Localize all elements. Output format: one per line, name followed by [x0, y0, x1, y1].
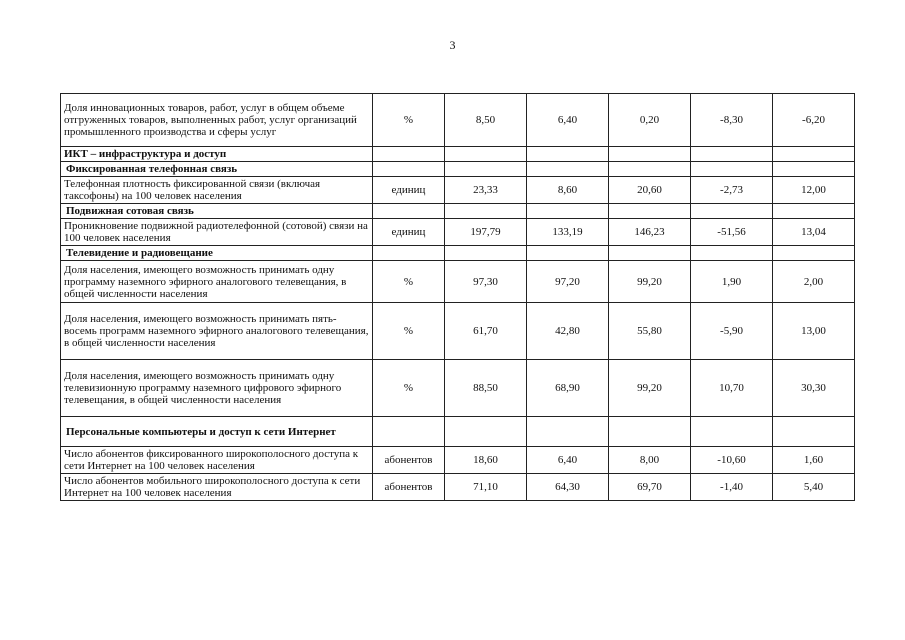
indicators-table [60, 93, 855, 501]
section-row [61, 417, 855, 447]
value-cell: 13,00 [773, 303, 855, 360]
indicator-cell: Число абонентов фиксированного широкополосного доступа к сети Интернет на 100 человек населения [61, 447, 373, 474]
value-cell: 55,80 [609, 303, 691, 360]
empty-cell [691, 246, 773, 261]
value-cell: 8,00 [609, 447, 691, 474]
empty-cell [373, 246, 445, 261]
unit-cell: единиц [373, 177, 445, 204]
empty-cell [527, 417, 609, 447]
unit-cell: % [373, 303, 445, 360]
empty-cell [773, 246, 855, 261]
table-row [61, 303, 855, 360]
indicator-cell: Проникновение подвижной радиотелефонной (сотовой) связи на 100 человек населения [61, 219, 373, 246]
empty-cell [691, 162, 773, 177]
value-cell: -51,56 [691, 219, 773, 246]
indicator-cell: Число абонентов мобильного широкополосного доступа к сети Интернет на 100 человек населения [61, 474, 373, 501]
value-cell: 6,40 [527, 447, 609, 474]
unit-cell: единиц [373, 219, 445, 246]
value-cell: 99,20 [609, 360, 691, 417]
value-cell: -6,20 [773, 94, 855, 147]
indicator-cell: Доля населения, имеющего возможность принимать пять-восемь программ наземного эфирного аналогового телевещания, в общей численности населения [61, 303, 373, 360]
value-cell: 1,90 [691, 261, 773, 303]
indicator-cell: Доля населения, имеющего возможность принимать одну телевизионную программу наземного цифрового эфирного телевещания, в общей численности населения [61, 360, 373, 417]
empty-cell [445, 204, 527, 219]
empty-cell [773, 162, 855, 177]
section-title: Фиксированная телефонная связь [61, 162, 373, 177]
empty-cell [445, 147, 527, 162]
value-cell: 97,20 [527, 261, 609, 303]
value-cell: 146,23 [609, 219, 691, 246]
empty-cell [691, 417, 773, 447]
value-cell: 42,80 [527, 303, 609, 360]
value-cell: -8,30 [691, 94, 773, 147]
section-row [61, 246, 855, 261]
section-title: ИКТ – инфраструктура и доступ [61, 147, 373, 162]
value-cell: 12,00 [773, 177, 855, 204]
table-row [61, 94, 855, 147]
table-body [61, 94, 855, 501]
table-row [61, 177, 855, 204]
empty-cell [609, 162, 691, 177]
value-cell: 20,60 [609, 177, 691, 204]
unit-cell: абонентов [373, 474, 445, 501]
empty-cell [527, 246, 609, 261]
value-cell: 97,30 [445, 261, 527, 303]
unit-cell: % [373, 261, 445, 303]
unit-cell: % [373, 94, 445, 147]
empty-cell [445, 162, 527, 177]
value-cell: -5,90 [691, 303, 773, 360]
table-row [61, 261, 855, 303]
value-cell: 68,90 [527, 360, 609, 417]
indicator-cell: Доля населения, имеющего возможность принимать одну программу наземного эфирного аналогового телевещания, в общей численности населения [61, 261, 373, 303]
table-row [61, 474, 855, 501]
empty-cell [373, 147, 445, 162]
value-cell: 69,70 [609, 474, 691, 501]
value-cell: 5,40 [773, 474, 855, 501]
value-cell: 10,70 [691, 360, 773, 417]
value-cell: 64,30 [527, 474, 609, 501]
empty-cell [609, 204, 691, 219]
empty-cell [609, 417, 691, 447]
unit-cell: % [373, 360, 445, 417]
value-cell: 88,50 [445, 360, 527, 417]
empty-cell [609, 147, 691, 162]
value-cell: 0,20 [609, 94, 691, 147]
value-cell: 23,33 [445, 177, 527, 204]
empty-cell [691, 147, 773, 162]
value-cell: -1,40 [691, 474, 773, 501]
empty-cell [773, 147, 855, 162]
empty-cell [373, 162, 445, 177]
empty-cell [773, 417, 855, 447]
section-row [61, 162, 855, 177]
value-cell: 8,50 [445, 94, 527, 147]
empty-cell [445, 246, 527, 261]
value-cell: 30,30 [773, 360, 855, 417]
value-cell: -2,73 [691, 177, 773, 204]
value-cell: 18,60 [445, 447, 527, 474]
empty-cell [373, 204, 445, 219]
section-title: Подвижная сотовая связь [61, 204, 373, 219]
table-row [61, 447, 855, 474]
empty-cell [373, 417, 445, 447]
empty-cell [445, 417, 527, 447]
empty-cell [609, 246, 691, 261]
indicator-cell: Доля инновационных товаров, работ, услуг в общем объеме отгруженных товаров, выполненных работ, услуг организаций промышленного производства и сферы услуг [61, 94, 373, 147]
empty-cell [691, 204, 773, 219]
empty-cell [527, 204, 609, 219]
value-cell: -10,60 [691, 447, 773, 474]
page-number: 3 [449, 38, 456, 52]
value-cell: 133,19 [527, 219, 609, 246]
empty-cell [527, 162, 609, 177]
value-cell: 99,20 [609, 261, 691, 303]
empty-cell [527, 147, 609, 162]
empty-cell [773, 204, 855, 219]
value-cell: 6,40 [527, 94, 609, 147]
table-row [61, 360, 855, 417]
table-row [61, 219, 855, 246]
indicator-cell: Телефонная плотность фиксированной связи (включая таксофоны) на 100 человек населения [61, 177, 373, 204]
value-cell: 1,60 [773, 447, 855, 474]
section-row [61, 204, 855, 219]
section-row [61, 147, 855, 162]
section-title: Телевидение и радиовещание [61, 246, 373, 261]
section-title: Персональные компьютеры и доступ к сети Интернет [61, 417, 373, 447]
unit-cell: абонентов [373, 447, 445, 474]
value-cell: 2,00 [773, 261, 855, 303]
value-cell: 71,10 [445, 474, 527, 501]
value-cell: 61,70 [445, 303, 527, 360]
value-cell: 13,04 [773, 219, 855, 246]
value-cell: 197,79 [445, 219, 527, 246]
value-cell: 8,60 [527, 177, 609, 204]
